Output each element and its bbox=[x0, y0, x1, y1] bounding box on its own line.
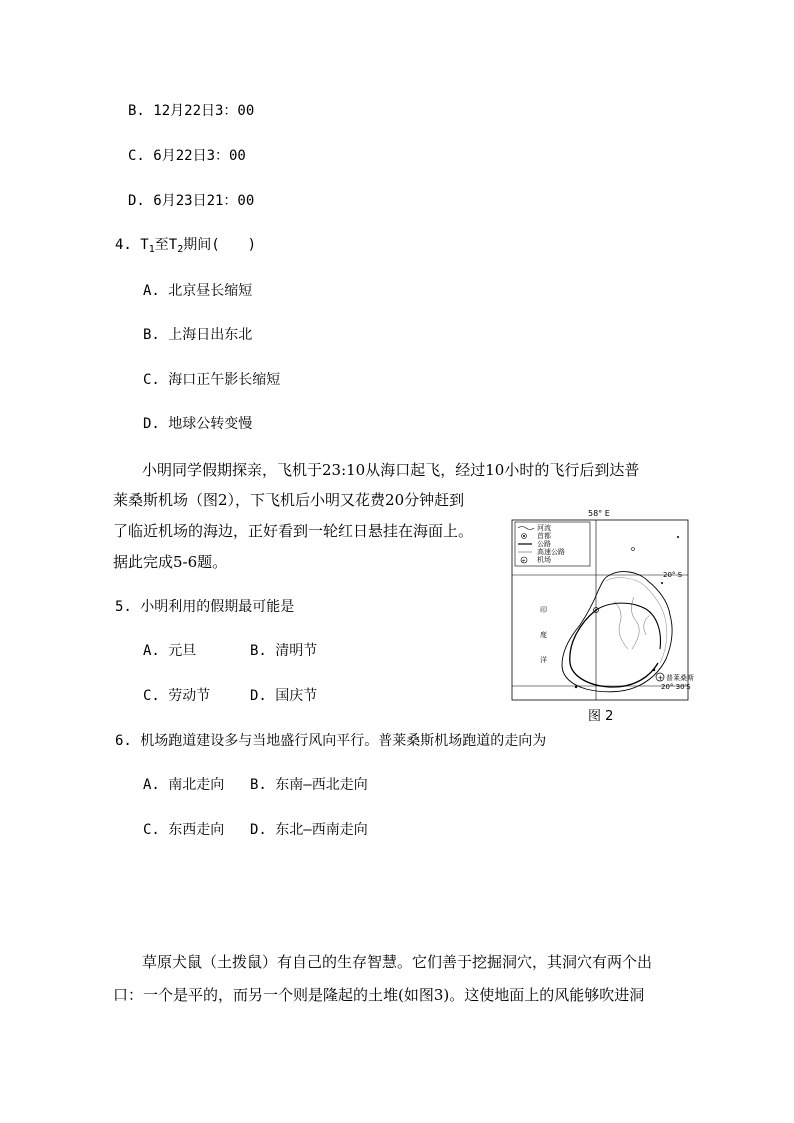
q4-option-d: D. 地球公转变慢 bbox=[143, 416, 253, 432]
q3-option-b: B. 12月22日3：00 bbox=[128, 103, 255, 119]
q4-stem bbox=[115, 235, 256, 260]
figure-2-caption: 图 2 bbox=[588, 709, 614, 724]
figure-2 bbox=[510, 505, 694, 727]
q4-number: 4. bbox=[115, 237, 141, 253]
ocean-char-1: 印 bbox=[540, 606, 547, 614]
passage2-line2: 口：一个是平的，而另一个则是隆起的土堆(如图3)。这使地面上的风能够吹进洞 bbox=[113, 986, 645, 1004]
q6-option-d: D. 东北—西南走向 bbox=[250, 822, 368, 838]
airport-label: 普莱桑斯 bbox=[666, 674, 694, 682]
latitude-bottom-label: 20° 30′S bbox=[661, 683, 691, 691]
island-outline bbox=[562, 572, 672, 692]
q5-option-c: C. 劳动节 bbox=[143, 688, 211, 704]
ocean-char-2: 度 bbox=[540, 631, 547, 639]
q6-option-c: C. 东西走向 bbox=[143, 822, 225, 838]
q4-option-c: C. 海口正午影长缩短 bbox=[143, 372, 281, 388]
q5-option-d: D. 国庆节 bbox=[250, 688, 318, 704]
figure-2-map bbox=[510, 505, 694, 727]
q5-option-b: B. 清明节 bbox=[250, 643, 318, 659]
q5-stem: 5. 小明利用的假期最可能是 bbox=[115, 599, 295, 615]
q6-option-a: A. 南北走向 bbox=[143, 777, 225, 793]
legend-highway: 高速公路 bbox=[537, 548, 565, 556]
q4-t1-subscript: 1 bbox=[148, 244, 155, 255]
passage1-line2: 莱桑斯机场（图2），下飞机后小明又花费20分钟赶到 bbox=[113, 491, 465, 509]
q4-option-b: B. 上海日出东北 bbox=[143, 327, 253, 343]
q4-tail: 期间( ) bbox=[183, 237, 257, 253]
passage1-line1: 小明同学假期探亲，飞机于23:10从海口起飞，经过10小时的飞行后到达普 bbox=[142, 461, 640, 479]
q6-option-b: B. 东南—西北走向 bbox=[250, 777, 368, 793]
legend-road: 公路 bbox=[537, 540, 551, 548]
q3-option-d: D. 6月23日21：00 bbox=[128, 193, 255, 209]
longitude-label: 58° E bbox=[588, 509, 610, 518]
q5-option-a: A. 元旦 bbox=[143, 643, 197, 659]
svg-text:+: + bbox=[521, 558, 526, 565]
ocean-char-3: 洋 bbox=[540, 656, 547, 664]
passage2-line1: 草原犬鼠（土拨鼠）有自己的生存智慧。它们善于挖掘洞穴，其洞穴有两个出 bbox=[142, 953, 653, 971]
q4-t2-subscript: 2 bbox=[177, 244, 184, 255]
q6-stem: 6. 机场跑道建设多与当地盛行风向平行。普莱桑斯机场跑道的走向为 bbox=[115, 733, 547, 749]
q4-mid: 至T bbox=[154, 237, 178, 253]
q3-option-c: C. 6月22日3：00 bbox=[128, 148, 246, 164]
passage1-line4: 据此完成5-6题。 bbox=[113, 553, 228, 571]
q4-t1: T bbox=[140, 237, 149, 253]
q4-option-a: A. 北京昼长缩短 bbox=[143, 283, 253, 299]
latitude-top-label: 20° S bbox=[663, 571, 683, 579]
legend-airport: 机场 bbox=[537, 556, 551, 564]
legend-capital: 首都 bbox=[537, 532, 551, 540]
passage1-line3: 了临近机场的海边，正好看到一轮红日悬挂在海面上。 bbox=[113, 522, 474, 540]
svg-text:+: + bbox=[657, 674, 664, 682]
legend-river: 河流 bbox=[537, 524, 551, 532]
